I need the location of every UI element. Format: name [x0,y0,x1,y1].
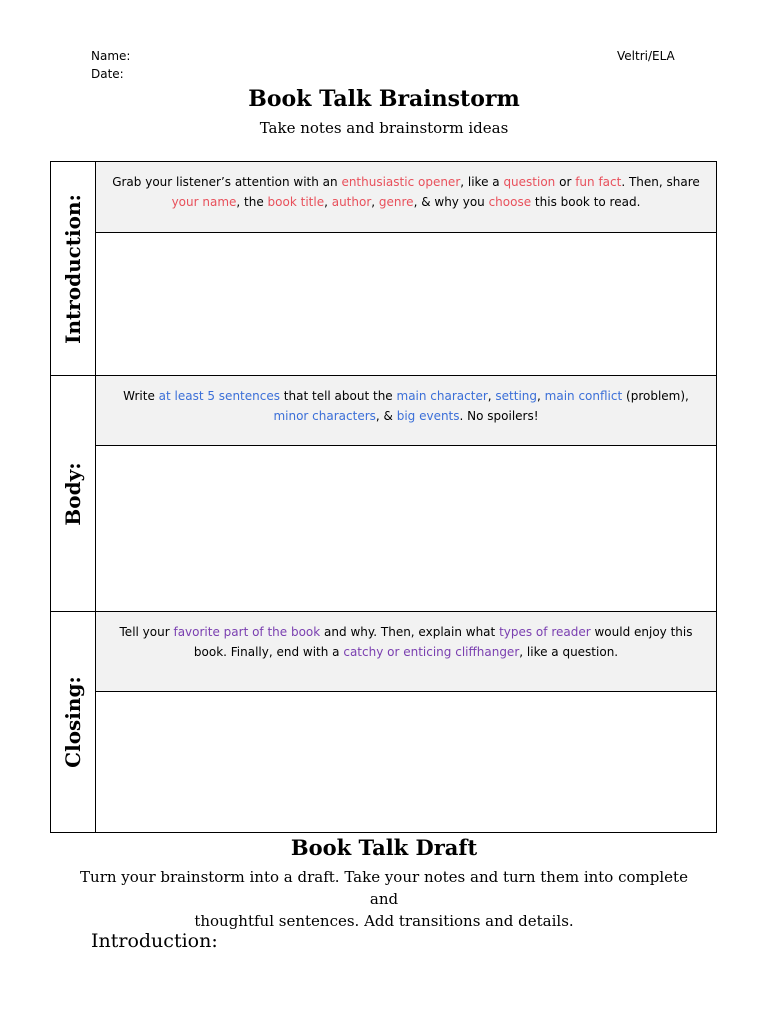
prompt-text: , [487,389,496,403]
prompt-highlight: types of reader [499,625,591,639]
name-label: Name: [91,49,131,63]
prompt-text: , [537,389,545,403]
body-label-cell [51,376,96,611]
draft-introduction-label: Introduction: [91,930,218,952]
prompt-text: Write [123,389,159,403]
prompt-text: and why. Then, explain what [320,625,500,639]
prompt-highlight: main character [396,389,488,403]
prompt-highlight: favorite part of the book [173,625,321,639]
body-label: Body: [61,461,85,526]
prompt-highlight: at least 5 sentences [158,389,280,403]
draft-instructions [80,866,688,932]
prompt-highlight: setting [495,389,538,403]
prompt-text: would enjoy this book. Finally, end with a [193,625,693,659]
prompt-highlight: fun fact [575,175,622,189]
prompt-text: , & [375,409,397,423]
body-notes-area[interactable] [96,446,716,611]
introduction-label-cell [51,162,96,375]
brainstorm-table [50,161,717,833]
closing-label: Closing: [61,676,85,768]
prompt-text: , & why you [413,195,489,209]
prompt-text: , [324,195,332,209]
prompt-highlight: choose [488,195,532,209]
prompt-highlight: genre [378,195,414,209]
teacher-label: Veltri/ELA [617,49,675,63]
prompt-highlight: main conflict [544,389,623,403]
date-label: Date: [91,67,124,81]
prompt-text: . No spoilers! [459,409,539,423]
prompt-text: . Then, share [621,175,700,189]
body-prompt [96,376,716,446]
prompt-text: , like a question. [519,645,619,659]
closing-label-cell [51,612,96,832]
prompt-highlight: enthusiastic opener [341,175,461,189]
prompt-highlight: minor characters [273,409,376,423]
closing-prompt [96,612,716,692]
introduction-notes-area[interactable] [96,233,716,375]
prompt-text: Tell your [119,625,174,639]
brainstorm-subtitle: Take notes and brainstorm ideas [259,119,509,137]
prompt-text: this book to read. [531,195,641,209]
introduction-prompt [96,162,716,233]
prompt-text: , [371,195,379,209]
prompt-text: Grab your listener’s attention with an [112,175,342,189]
body-section [51,376,716,612]
draft-instructions-line-1: Turn your brainstorm into a draft. Take your notes and turn them into complete and [80,868,688,908]
prompt-text: (problem), [622,389,689,403]
prompt-highlight: author [331,195,372,209]
prompt-text: or [555,175,576,189]
prompt-text: that tell about the [279,389,397,403]
prompt-highlight: question [503,175,556,189]
introduction-section [51,162,716,376]
prompt-highlight: catchy or enticing cliffhanger [343,645,520,659]
prompt-text: , like a [460,175,504,189]
introduction-label: Introduction: [61,193,85,344]
brainstorm-title: Book Talk Brainstorm [248,86,520,112]
prompt-text: , the [236,195,268,209]
prompt-highlight: your name [171,195,237,209]
closing-section [51,612,716,832]
draft-title: Book Talk Draft [290,835,478,860]
prompt-highlight: big events [396,409,460,423]
closing-notes-area[interactable] [96,692,716,832]
draft-instructions-line-2: thoughtful sentences. Add transitions and details. [194,912,574,930]
prompt-highlight: book title [267,195,325,209]
